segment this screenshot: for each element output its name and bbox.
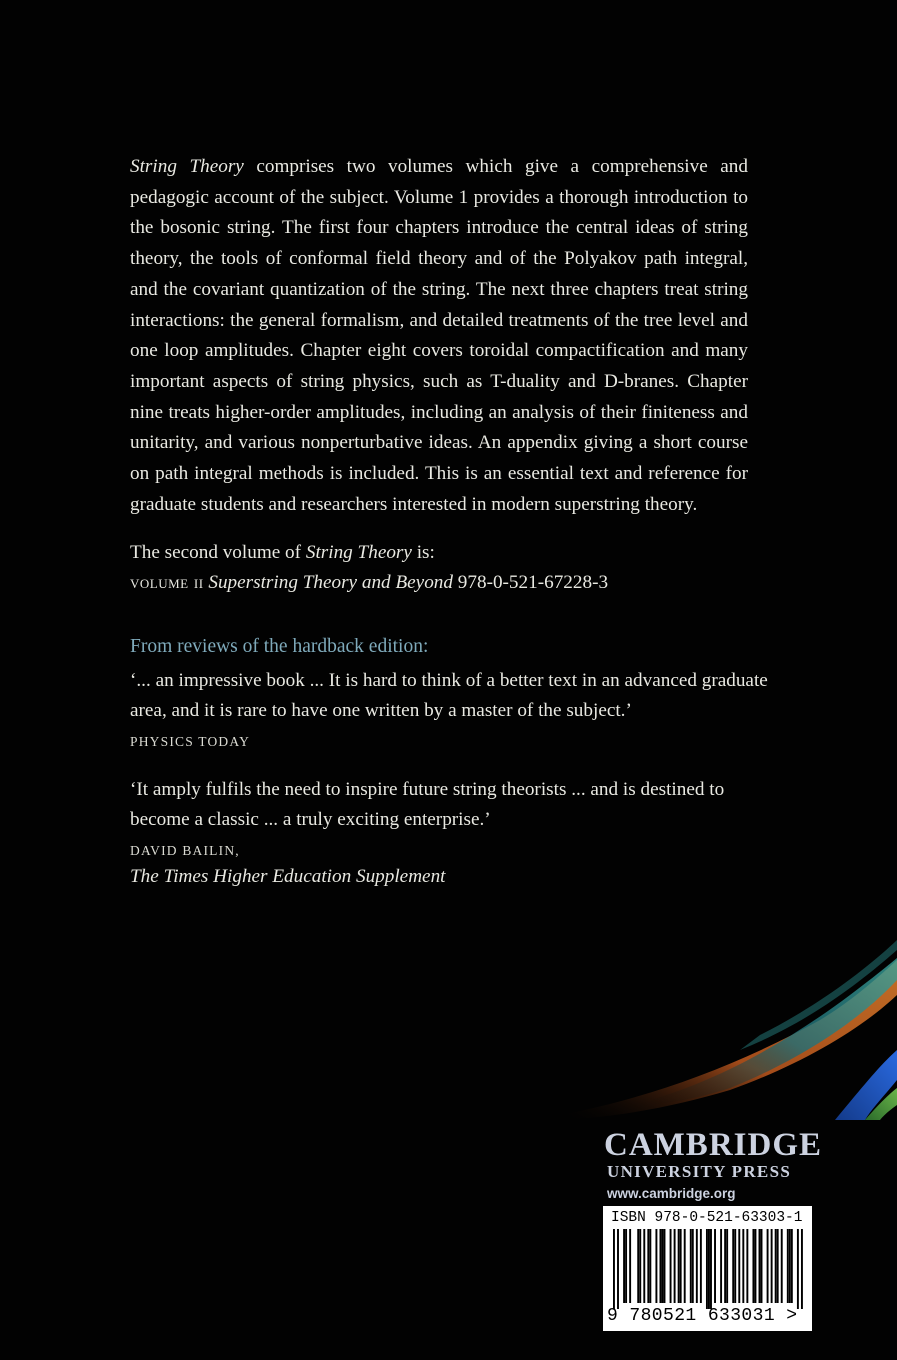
review-text: ‘... an impressive book ... It is hard to think of a better text in an advanced graduate area, and it is rare to have one written by a master of the subject.’: [130, 670, 768, 721]
review-quote: [130, 666, 770, 754]
barcode-bar: [647, 1229, 649, 1303]
barcode-bar: [789, 1229, 791, 1303]
barcode-bar: [714, 1229, 716, 1303]
barcode: [603, 1206, 812, 1331]
blurb-text: comprises two volumes which give a comprehensive and pedagogic account of the subject. Volume 1 provides a thorough introduction to the bosonic string. The first four chapters introduce the central ideas of string theory, the tools of conformal field theory and of the Polyakov path integral, and the covariant quantization of the string. The next three chapters treat string interactions: the general formalism, and detailed treatments of the tree level and one loop amplitudes. Chapter eight covers toroidal compactification and many important aspects of string physics, such as T-duality and D-branes. Chapter nine treats higher-order amplitudes, including an analysis of their finiteness and unitarity, and various nonperturbative ideas. An appendix giving a short course on path integral methods is included. This is an essential text and reference for graduate students and researchers interested in modern superstring theory.: [130, 156, 748, 515]
volume-isbn: 978-0-521-67228-3: [457, 572, 609, 593]
second-volume-intro: The second volume of: [130, 542, 306, 563]
publisher-name: CAMBRIDGE: [604, 1127, 823, 1163]
barcode-bar: [674, 1229, 676, 1303]
volume-title: Superstring Theory and Beyond: [208, 572, 453, 593]
barcode-bar: [625, 1229, 627, 1303]
review-publication: The Times Higher Education Supplement: [130, 866, 446, 887]
isbn-label: ISBN 978-0-521-63303-1: [611, 1210, 803, 1226]
second-volume-intro-end: is:: [411, 542, 435, 563]
barcode-bar: [659, 1229, 661, 1303]
barcode-bar: [623, 1229, 625, 1303]
barcode-bars: [613, 1229, 803, 1309]
barcode-bar: [643, 1229, 645, 1303]
barcode-bar: [692, 1229, 694, 1303]
barcode-bar: [617, 1229, 619, 1309]
barcode-bar: [724, 1229, 726, 1303]
barcode-bar: [797, 1229, 799, 1309]
review-text: ‘It amply fulfils the need to inspire future string theorists ... and is destined to become a classic ... a truly exciting enterprise.’: [130, 779, 725, 830]
barcode-bar: [738, 1229, 740, 1303]
barcode-bar: [639, 1229, 641, 1303]
barcode-bar: [787, 1229, 789, 1303]
description-blurb: [130, 152, 748, 520]
barcode-bar: [629, 1229, 631, 1303]
barcode-bar: [742, 1229, 744, 1303]
review-quote: [130, 775, 770, 891]
barcode-bar: [801, 1229, 803, 1309]
barcode-bar: [752, 1229, 754, 1303]
barcode-bar: [726, 1229, 728, 1303]
barcode-bar: [732, 1229, 734, 1303]
barcode-bar: [680, 1229, 682, 1303]
barcode-bar: [655, 1229, 657, 1303]
barcode-bar: [720, 1229, 722, 1303]
barcode-bar: [767, 1229, 769, 1303]
publisher-logo: [604, 1127, 823, 1201]
barcode-bar: [684, 1229, 686, 1303]
barcode-bar: [710, 1229, 712, 1309]
barcode-bar: [761, 1229, 763, 1303]
barcode-bar: [700, 1229, 702, 1303]
barcode-bar: [649, 1229, 651, 1303]
publisher-url: www.cambridge.org: [607, 1186, 736, 1201]
barcode-bar: [662, 1229, 664, 1303]
decorative-swoosh: [560, 940, 897, 1120]
barcode-bar: [664, 1229, 666, 1303]
barcode-bar: [775, 1229, 777, 1303]
review-source: PHYSICS TODAY: [130, 734, 251, 749]
barcode-bar: [791, 1229, 793, 1303]
second-volume-note: [130, 538, 770, 598]
second-volume-series: String Theory: [305, 542, 412, 563]
barcode-bar: [781, 1229, 783, 1303]
reviews-heading: From reviews of the hardback edition:: [130, 636, 429, 657]
blurb-title: String Theory: [130, 156, 244, 177]
barcode-bar: [613, 1229, 615, 1309]
barcode-bar: [637, 1229, 639, 1303]
barcode-bar: [670, 1229, 672, 1303]
barcode-bar: [754, 1229, 756, 1303]
volume-label: volume ii: [130, 572, 204, 593]
barcode-bar: [734, 1229, 736, 1303]
barcode-bar: [696, 1229, 698, 1303]
barcode-bar: [678, 1229, 680, 1303]
barcode-bar: [706, 1229, 708, 1309]
barcode-bar: [746, 1229, 748, 1303]
barcode-bar: [690, 1229, 692, 1303]
barcode-bar: [759, 1229, 761, 1303]
barcode-bar: [708, 1229, 710, 1309]
publisher-subtitle: UNIVERSITY PRESS: [607, 1162, 792, 1181]
barcode-bar: [771, 1229, 773, 1303]
barcode-digits: 9 780521 633031 >: [607, 1306, 798, 1326]
review-source: DAVID BAILIN,: [130, 843, 240, 858]
barcode-bar: [777, 1229, 779, 1303]
